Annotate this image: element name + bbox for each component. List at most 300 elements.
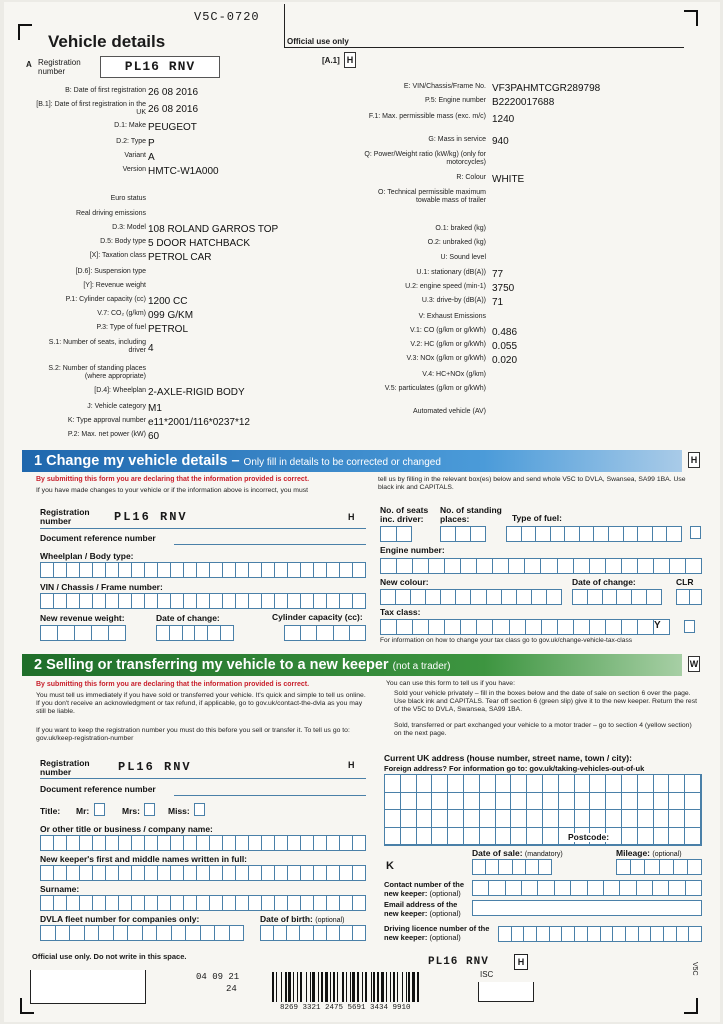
- char-box[interactable]: [197, 866, 210, 880]
- char-box[interactable]: [638, 559, 654, 573]
- address-char-box[interactable]: [432, 775, 448, 793]
- s2-first-names-boxes[interactable]: [40, 865, 366, 881]
- address-char-box[interactable]: [464, 810, 480, 828]
- address-char-box[interactable]: [401, 828, 417, 846]
- char-box[interactable]: [41, 896, 54, 910]
- char-box[interactable]: [262, 836, 275, 850]
- char-box[interactable]: [541, 559, 557, 573]
- char-box[interactable]: [502, 590, 517, 604]
- address-char-box[interactable]: [685, 810, 701, 828]
- char-box[interactable]: [236, 866, 249, 880]
- address-char-box[interactable]: [575, 793, 591, 811]
- address-char-box[interactable]: [669, 775, 685, 793]
- char-box[interactable]: [197, 836, 210, 850]
- address-char-box[interactable]: [480, 828, 496, 846]
- char-box[interactable]: [172, 926, 187, 940]
- address-char-box[interactable]: [448, 828, 464, 846]
- char-box[interactable]: [651, 927, 664, 941]
- char-box[interactable]: [445, 559, 461, 573]
- char-box[interactable]: [327, 896, 340, 910]
- char-box[interactable]: [617, 860, 631, 874]
- char-box[interactable]: [510, 620, 526, 634]
- char-box[interactable]: [41, 866, 54, 880]
- char-box[interactable]: [654, 559, 670, 573]
- char-box[interactable]: [223, 896, 236, 910]
- char-box[interactable]: [639, 927, 652, 941]
- char-box[interactable]: [632, 590, 647, 604]
- char-box[interactable]: [653, 527, 668, 541]
- char-box[interactable]: [41, 563, 54, 577]
- char-box[interactable]: [195, 626, 208, 640]
- address-char-box[interactable]: [622, 793, 638, 811]
- char-box[interactable]: [145, 896, 158, 910]
- s2-date-sale-boxes[interactable]: [472, 859, 552, 875]
- char-box[interactable]: [41, 926, 56, 940]
- char-box[interactable]: [249, 594, 262, 608]
- char-box[interactable]: [80, 866, 93, 880]
- char-box[interactable]: [171, 896, 184, 910]
- char-box[interactable]: [314, 926, 327, 940]
- char-box[interactable]: [542, 620, 558, 634]
- char-box[interactable]: [353, 866, 365, 880]
- char-box[interactable]: [80, 563, 93, 577]
- address-char-box[interactable]: [527, 775, 543, 793]
- char-box[interactable]: [92, 626, 109, 640]
- address-char-box[interactable]: [511, 793, 527, 811]
- char-box[interactable]: [184, 896, 197, 910]
- char-box[interactable]: [471, 590, 486, 604]
- address-char-box[interactable]: [685, 828, 701, 846]
- char-box[interactable]: [184, 563, 197, 577]
- char-box[interactable]: [262, 866, 275, 880]
- char-box[interactable]: [186, 926, 201, 940]
- s1-colour-boxes[interactable]: [380, 589, 562, 605]
- char-box[interactable]: [631, 860, 645, 874]
- char-box[interactable]: [513, 860, 526, 874]
- char-box[interactable]: [170, 626, 183, 640]
- s1-wheelplan-boxes[interactable]: [40, 562, 366, 578]
- s2-contact-boxes[interactable]: [472, 880, 702, 896]
- char-box[interactable]: [499, 860, 512, 874]
- char-box[interactable]: [353, 926, 365, 940]
- char-box[interactable]: [262, 563, 275, 577]
- char-box[interactable]: [606, 620, 622, 634]
- char-box[interactable]: [119, 563, 132, 577]
- char-box[interactable]: [145, 594, 158, 608]
- char-box[interactable]: [109, 626, 125, 640]
- char-box[interactable]: [54, 866, 67, 880]
- address-char-box[interactable]: [417, 793, 433, 811]
- char-box[interactable]: [288, 866, 301, 880]
- char-box[interactable]: [526, 620, 542, 634]
- char-box[interactable]: [461, 620, 477, 634]
- address-char-box[interactable]: [464, 793, 480, 811]
- char-box[interactable]: [669, 881, 685, 895]
- char-box[interactable]: [114, 926, 129, 940]
- char-box[interactable]: [215, 926, 230, 940]
- char-box[interactable]: [558, 559, 574, 573]
- char-box[interactable]: [275, 594, 288, 608]
- address-char-box[interactable]: [496, 793, 512, 811]
- s1-vin-boxes[interactable]: [40, 593, 366, 609]
- char-box[interactable]: [429, 620, 445, 634]
- char-box[interactable]: [509, 559, 525, 573]
- char-box[interactable]: [558, 620, 574, 634]
- char-box[interactable]: [397, 620, 413, 634]
- char-box[interactable]: [327, 594, 340, 608]
- char-box[interactable]: [562, 927, 575, 941]
- char-box[interactable]: [132, 563, 145, 577]
- address-char-box[interactable]: [417, 775, 433, 793]
- char-box[interactable]: [67, 896, 80, 910]
- address-char-box[interactable]: [432, 810, 448, 828]
- char-box[interactable]: [486, 860, 499, 874]
- char-box[interactable]: [158, 594, 171, 608]
- char-box[interactable]: [461, 559, 477, 573]
- address-char-box[interactable]: [480, 775, 496, 793]
- char-box[interactable]: [340, 836, 353, 850]
- char-box[interactable]: [41, 626, 58, 640]
- address-char-box[interactable]: [654, 828, 670, 846]
- char-box[interactable]: [301, 626, 317, 640]
- address-char-box[interactable]: [543, 828, 559, 846]
- char-box[interactable]: [119, 896, 132, 910]
- char-box[interactable]: [158, 896, 171, 910]
- char-box[interactable]: [314, 896, 327, 910]
- char-box[interactable]: [538, 881, 554, 895]
- char-box[interactable]: [517, 590, 532, 604]
- char-box[interactable]: [489, 881, 505, 895]
- char-box[interactable]: [184, 594, 197, 608]
- address-char-box[interactable]: [606, 775, 622, 793]
- char-box[interactable]: [499, 927, 512, 941]
- char-box[interactable]: [275, 563, 288, 577]
- char-box[interactable]: [300, 926, 313, 940]
- char-box[interactable]: [249, 563, 262, 577]
- char-box[interactable]: [327, 563, 340, 577]
- char-box[interactable]: [686, 881, 701, 895]
- address-char-box[interactable]: [511, 775, 527, 793]
- s2-email-field[interactable]: [472, 900, 702, 916]
- char-box[interactable]: [106, 563, 119, 577]
- char-box[interactable]: [526, 860, 539, 874]
- char-box[interactable]: [171, 836, 184, 850]
- char-box[interactable]: [158, 563, 171, 577]
- s1-engine-boxes[interactable]: [380, 558, 702, 574]
- char-box[interactable]: [145, 836, 158, 850]
- s2-mileage-boxes[interactable]: [616, 859, 702, 875]
- char-box[interactable]: [236, 896, 249, 910]
- char-box[interactable]: [261, 926, 274, 940]
- char-box[interactable]: [201, 926, 216, 940]
- s1-fuel-boxes[interactable]: [506, 526, 682, 542]
- char-box[interactable]: [626, 927, 639, 941]
- char-box[interactable]: [41, 836, 54, 850]
- char-box[interactable]: [506, 881, 522, 895]
- char-box[interactable]: [93, 866, 106, 880]
- char-box[interactable]: [637, 881, 653, 895]
- char-box[interactable]: [396, 590, 411, 604]
- char-box[interactable]: [653, 881, 669, 895]
- char-box[interactable]: [80, 836, 93, 850]
- char-box[interactable]: [350, 626, 365, 640]
- char-box[interactable]: [184, 866, 197, 880]
- char-box[interactable]: [334, 626, 350, 640]
- address-char-box[interactable]: [543, 775, 559, 793]
- char-box[interactable]: [580, 527, 595, 541]
- char-box[interactable]: [411, 590, 426, 604]
- s2-mr-checkbox[interactable]: [94, 803, 105, 816]
- address-char-box[interactable]: [559, 775, 575, 793]
- char-box[interactable]: [80, 896, 93, 910]
- char-box[interactable]: [249, 836, 262, 850]
- address-char-box[interactable]: [385, 775, 401, 793]
- address-char-box[interactable]: [590, 810, 606, 828]
- s2-miss-checkbox[interactable]: [194, 803, 205, 816]
- char-box[interactable]: [132, 594, 145, 608]
- s2-address-grid[interactable]: [384, 774, 702, 846]
- char-box[interactable]: [670, 559, 686, 573]
- char-box[interactable]: [288, 836, 301, 850]
- address-char-box[interactable]: [638, 775, 654, 793]
- char-box[interactable]: [551, 527, 566, 541]
- char-box[interactable]: [93, 836, 106, 850]
- char-box[interactable]: [537, 927, 550, 941]
- char-box[interactable]: [54, 594, 67, 608]
- char-box[interactable]: [56, 926, 71, 940]
- s1-revenue-boxes[interactable]: [40, 625, 126, 641]
- char-box[interactable]: [603, 590, 618, 604]
- s1-standing-boxes[interactable]: [440, 526, 486, 542]
- char-box[interactable]: [473, 860, 486, 874]
- char-box[interactable]: [143, 926, 158, 940]
- char-box[interactable]: [249, 866, 262, 880]
- s1-tax-extra-box[interactable]: [684, 620, 695, 633]
- char-box[interactable]: [588, 927, 601, 941]
- address-char-box[interactable]: [448, 810, 464, 828]
- address-char-box[interactable]: [448, 775, 464, 793]
- char-box[interactable]: [575, 927, 588, 941]
- char-box[interactable]: [340, 896, 353, 910]
- char-box[interactable]: [381, 620, 397, 634]
- char-box[interactable]: [119, 594, 132, 608]
- char-box[interactable]: [426, 590, 441, 604]
- char-box[interactable]: [381, 590, 396, 604]
- char-box[interactable]: [429, 559, 445, 573]
- address-char-box[interactable]: [622, 810, 638, 828]
- char-box[interactable]: [525, 559, 541, 573]
- address-char-box[interactable]: [654, 793, 670, 811]
- char-box[interactable]: [119, 866, 132, 880]
- char-box[interactable]: [441, 590, 456, 604]
- char-box[interactable]: [106, 594, 119, 608]
- char-box[interactable]: [327, 926, 340, 940]
- char-box[interactable]: [471, 527, 485, 541]
- address-char-box[interactable]: [527, 810, 543, 828]
- address-char-box[interactable]: [669, 793, 685, 811]
- char-box[interactable]: [522, 527, 537, 541]
- s1-date-change-boxes[interactable]: [156, 625, 234, 641]
- char-box[interactable]: [620, 881, 636, 895]
- char-box[interactable]: [58, 626, 75, 640]
- char-box[interactable]: [85, 926, 100, 940]
- char-box[interactable]: [397, 527, 412, 541]
- address-char-box[interactable]: [685, 775, 701, 793]
- char-box[interactable]: [524, 927, 537, 941]
- char-box[interactable]: [314, 594, 327, 608]
- char-box[interactable]: [288, 896, 301, 910]
- char-box[interactable]: [539, 860, 551, 874]
- address-char-box[interactable]: [575, 810, 591, 828]
- char-box[interactable]: [288, 563, 301, 577]
- address-char-box[interactable]: [543, 793, 559, 811]
- address-char-box[interactable]: [622, 775, 638, 793]
- char-box[interactable]: [573, 590, 588, 604]
- address-char-box[interactable]: [432, 793, 448, 811]
- char-box[interactable]: [223, 866, 236, 880]
- char-box[interactable]: [197, 594, 210, 608]
- address-char-box[interactable]: [432, 828, 448, 846]
- char-box[interactable]: [638, 527, 653, 541]
- char-box[interactable]: [285, 626, 301, 640]
- char-box[interactable]: [67, 866, 80, 880]
- s1-fuel-extra-box[interactable]: [690, 526, 701, 539]
- address-char-box[interactable]: [496, 775, 512, 793]
- char-box[interactable]: [317, 626, 333, 640]
- char-box[interactable]: [132, 896, 145, 910]
- char-box[interactable]: [145, 563, 158, 577]
- char-box[interactable]: [512, 927, 525, 941]
- char-box[interactable]: [197, 896, 210, 910]
- address-char-box[interactable]: [417, 828, 433, 846]
- address-char-box[interactable]: [496, 828, 512, 846]
- char-box[interactable]: [80, 594, 93, 608]
- char-box[interactable]: [274, 926, 287, 940]
- address-char-box[interactable]: [559, 810, 575, 828]
- char-box[interactable]: [606, 559, 622, 573]
- char-box[interactable]: [314, 866, 327, 880]
- s1-clr-boxes[interactable]: [676, 589, 702, 605]
- char-box[interactable]: [493, 620, 509, 634]
- char-box[interactable]: [145, 866, 158, 880]
- char-box[interactable]: [677, 590, 690, 604]
- char-box[interactable]: [340, 926, 353, 940]
- char-box[interactable]: [249, 896, 262, 910]
- char-box[interactable]: [223, 836, 236, 850]
- char-box[interactable]: [689, 927, 701, 941]
- char-box[interactable]: [236, 594, 249, 608]
- address-char-box[interactable]: [496, 810, 512, 828]
- char-box[interactable]: [674, 860, 688, 874]
- char-box[interactable]: [197, 563, 210, 577]
- char-box[interactable]: [413, 620, 429, 634]
- address-char-box[interactable]: [638, 810, 654, 828]
- address-char-box[interactable]: [638, 828, 654, 846]
- char-box[interactable]: [647, 590, 661, 604]
- char-box[interactable]: [456, 527, 471, 541]
- s2-dob-boxes[interactable]: [260, 925, 366, 941]
- char-box[interactable]: [664, 927, 677, 941]
- char-box[interactable]: [221, 626, 233, 640]
- char-box[interactable]: [106, 836, 119, 850]
- char-box[interactable]: [622, 620, 638, 634]
- char-box[interactable]: [301, 563, 314, 577]
- char-box[interactable]: [547, 590, 561, 604]
- char-box[interactable]: [340, 594, 353, 608]
- char-box[interactable]: [397, 559, 413, 573]
- char-box[interactable]: [686, 559, 701, 573]
- char-box[interactable]: [119, 836, 132, 850]
- char-box[interactable]: [667, 527, 681, 541]
- char-box[interactable]: [230, 926, 244, 940]
- char-box[interactable]: [340, 563, 353, 577]
- char-box[interactable]: [677, 927, 690, 941]
- char-box[interactable]: [327, 866, 340, 880]
- char-box[interactable]: [550, 927, 563, 941]
- char-box[interactable]: [353, 594, 365, 608]
- char-box[interactable]: [353, 896, 365, 910]
- char-box[interactable]: [645, 860, 659, 874]
- char-box[interactable]: [275, 836, 288, 850]
- char-box[interactable]: [223, 563, 236, 577]
- char-box[interactable]: [690, 590, 702, 604]
- address-char-box[interactable]: [527, 828, 543, 846]
- address-char-box[interactable]: [385, 828, 401, 846]
- char-box[interactable]: [456, 590, 471, 604]
- char-box[interactable]: [609, 527, 624, 541]
- char-box[interactable]: [54, 836, 67, 850]
- char-box[interactable]: [617, 590, 632, 604]
- char-box[interactable]: [532, 590, 547, 604]
- char-box[interactable]: [381, 527, 397, 541]
- char-box[interactable]: [158, 866, 171, 880]
- address-char-box[interactable]: [543, 810, 559, 828]
- char-box[interactable]: [507, 527, 522, 541]
- char-box[interactable]: [571, 881, 587, 895]
- address-char-box[interactable]: [511, 810, 527, 828]
- address-char-box[interactable]: [417, 810, 433, 828]
- address-char-box[interactable]: [654, 775, 670, 793]
- char-box[interactable]: [184, 836, 197, 850]
- char-box[interactable]: [493, 559, 509, 573]
- char-box[interactable]: [327, 836, 340, 850]
- address-char-box[interactable]: [575, 775, 591, 793]
- s2-other-title-boxes[interactable]: [40, 835, 366, 851]
- address-char-box[interactable]: [480, 793, 496, 811]
- char-box[interactable]: [688, 860, 701, 874]
- char-box[interactable]: [381, 559, 397, 573]
- s1-colour-date-boxes[interactable]: [572, 589, 662, 605]
- char-box[interactable]: [236, 563, 249, 577]
- char-box[interactable]: [93, 594, 106, 608]
- char-box[interactable]: [288, 594, 301, 608]
- address-char-box[interactable]: [590, 793, 606, 811]
- char-box[interactable]: [93, 563, 106, 577]
- char-box[interactable]: [275, 866, 288, 880]
- char-box[interactable]: [522, 881, 538, 895]
- char-box[interactable]: [660, 860, 674, 874]
- char-box[interactable]: [158, 836, 171, 850]
- char-box[interactable]: [613, 927, 626, 941]
- char-box[interactable]: [353, 563, 365, 577]
- address-char-box[interactable]: [669, 810, 685, 828]
- char-box[interactable]: [301, 896, 314, 910]
- s1-seats-boxes[interactable]: [380, 526, 412, 542]
- char-box[interactable]: [171, 594, 184, 608]
- char-box[interactable]: [75, 626, 92, 640]
- address-char-box[interactable]: [685, 793, 701, 811]
- char-box[interactable]: [287, 926, 300, 940]
